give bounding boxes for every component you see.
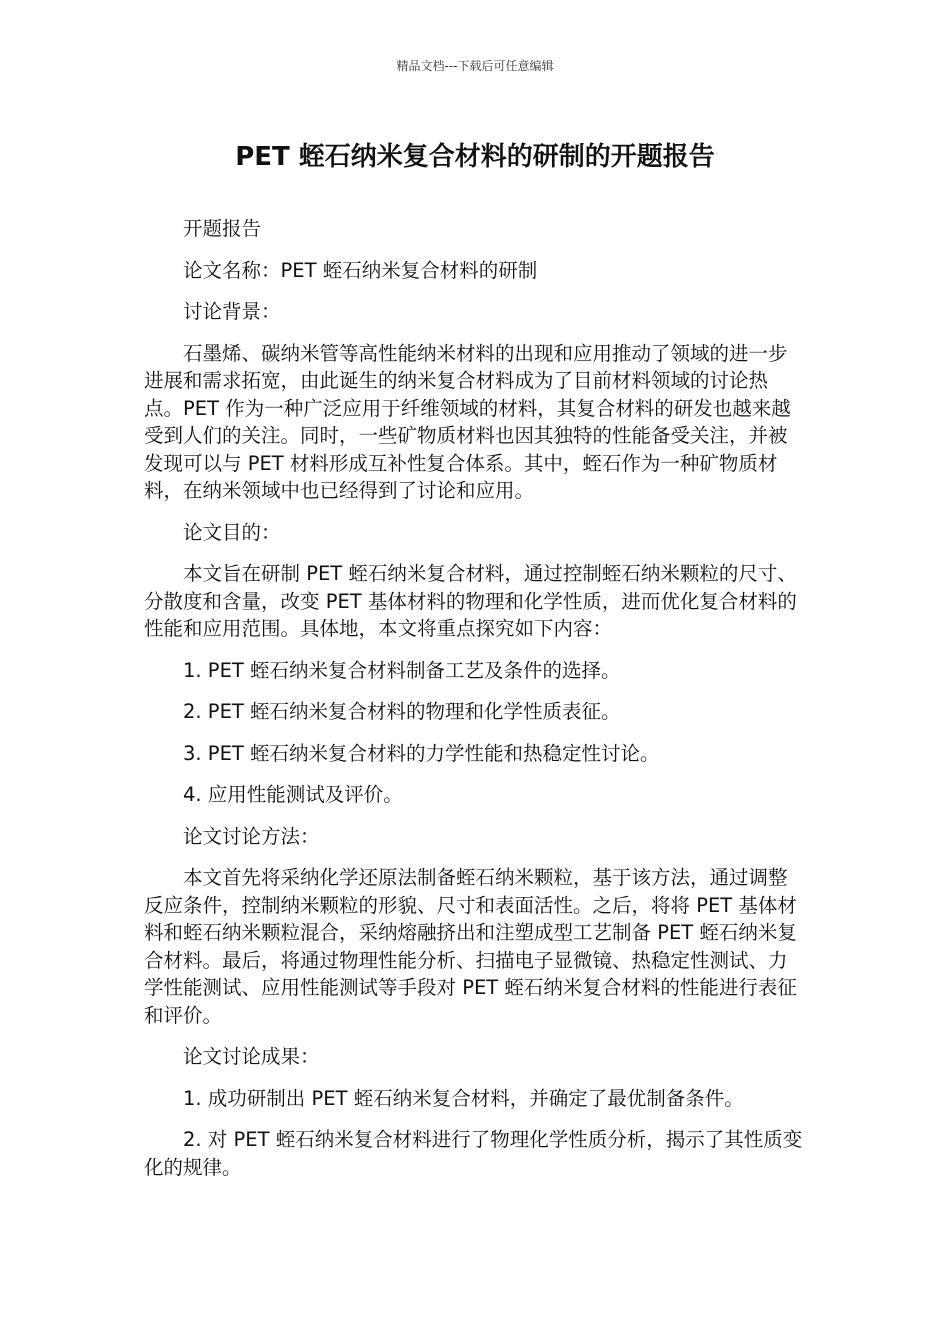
document-body [144,215,804,1195]
list-item: 4. 应用性能测试及评价。 [183,783,403,806]
list-item: 2. PET 蛭石纳米复合材料的物理和化学性质表征。 [183,700,621,723]
section-heading-background: 讨论背景： [183,300,281,323]
list-item: 2. 对 PET 蛭石纳米复合材料进行了物理化学性质分析，揭示了其性质变化的规律。 [144,1128,803,1179]
paragraph-background: 石墨烯、碳纳米管等高性能纳米材料的出现和应用推动了领域的进一步进展和需求拓宽，由此诞生的纳米复合材料成为了目前材料领域的讨论热点。PET 作为一种广泛应用于纤维领域的材料，其复合材料的研发也越来越受到人们的关注。同时，一些矿物质材料也因其独特的性能备受关注，并被发现可以与 PET 材料形成互补性复合体系。其中，蛭石作为一种矿物质材料，在纳米领域中也已经得到了讨论和应用。 [144,341,791,502]
header-note: 精品文档---下载后可任意编辑 [396,59,554,73]
list-item: 1. 成功研制出 PET 蛭石纳米复合材料，并确定了最优制备条件。 [183,1086,744,1110]
list-item: 3. PET 蛭石纳米复合材料的力学性能和热稳定性讨论。 [183,741,660,765]
list-item: 1. PET 蛭石纳米复合材料制备工艺及条件的选择。 [183,658,621,682]
section-heading-results: 论文讨论成果： [183,1045,320,1068]
document-title: PET 蛭石纳米复合材料的研制的开题报告 [235,142,715,172]
section-heading-purpose: 论文目的： [183,520,281,544]
paragraph-method: 本文首先将采纳化学还原法制备蛭石纳米颗粒，基于该方法，通过调整反应条件，控制纳米颗粒的形貌、尺寸和表面活性。之后，将将 PET 基体材料和蛭石纳米颗粒混合，采纳熔融挤出和注塑成型工艺制备 PET 蛭石纳米复合材料。最后，将通过物理性能分析、扫描电子显微镜、热稳定性测试、力学性能测试、应用性能测试等手段对 PET 蛭石纳米复合材料的性能进行表征和评价。 [144,866,797,1027]
paragraph-heading: 开题报告 [183,217,262,240]
section-heading-method: 论文讨论方法： [183,824,320,848]
paragraph-thesis-name: 论文名称：PET 蛭石纳米复合材料的研制 [183,258,538,282]
paragraph-purpose: 本文旨在研制 PET 蛭石纳米复合材料，通过控制蛭石纳米颗粒的尺寸、分散度和含量，改变 PET 基体材料的物理和化学性质，进而优化复合材料的性能和应用范围。具体地，本文将重点探究如下内容： [144,562,797,640]
